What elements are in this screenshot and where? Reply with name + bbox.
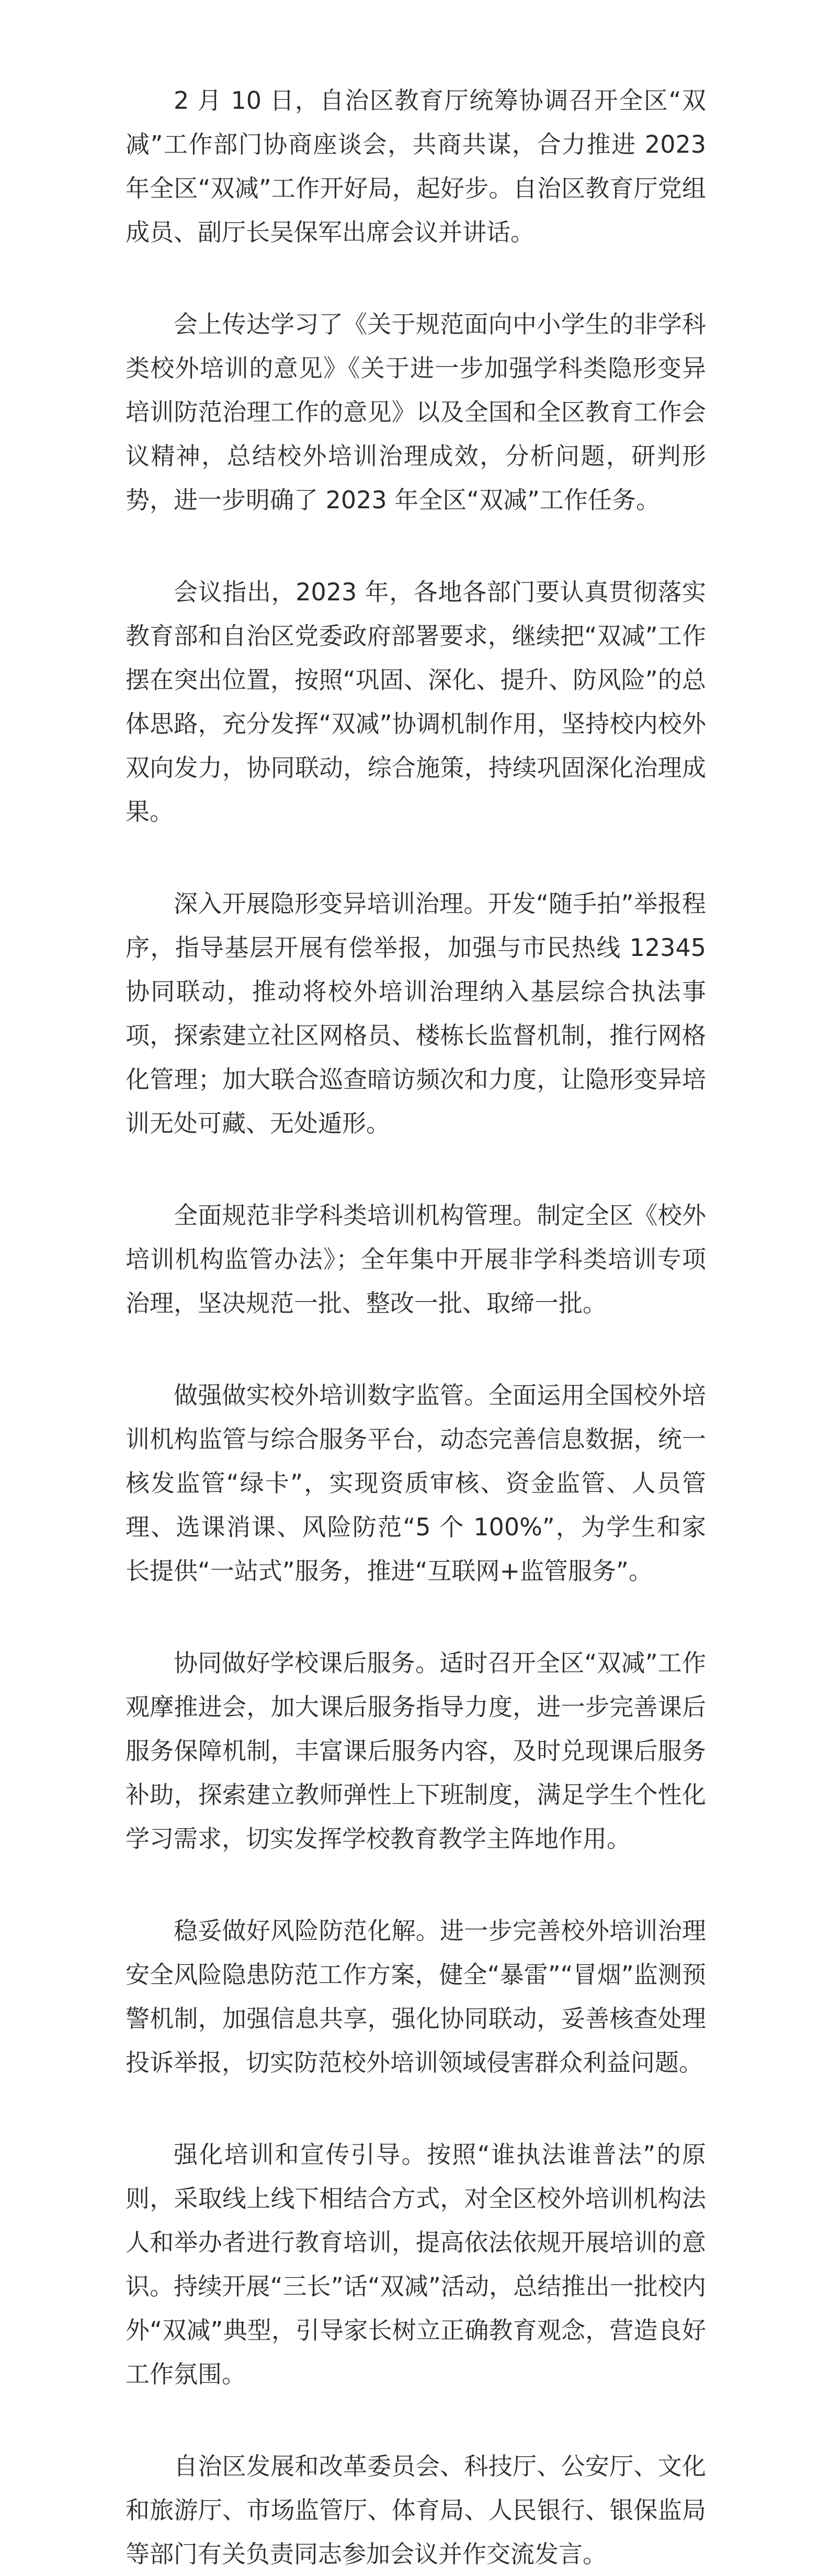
paragraph-non-academic-regulation: 全面规范非学科类培训机构管理。制定全区《校外培训机构监管办法》；全年集中开展非学科类培训专项治理，坚决规范一批、整改一批、取缔一批。 bbox=[126, 1201, 706, 1317]
paragraph-risk-prevention: 稳妥做好风险防范化解。进一步完善校外培训治理安全风险隐患防范工作方案，健全“暴雷”“冒烟”监测预警机制，加强信息共享，强化协同联动，妥善核查处理投诉举报，切实防范校外培训领域侵害群众利益问题。 bbox=[126, 1917, 706, 2077]
paragraph-documents-studied: 会上传达学习了《关于规范面向中小学生的非学科类校外培训的意见》《关于进一步加强学科类隐形变异培训防范治理工作的意见》以及全国和全区教育工作会议精神，总结校外培训治理成效，分析问题，研判形势，进一步明确了 2023 年全区“双减”工作任务。 bbox=[126, 310, 706, 514]
paragraph-meeting-intro: 2 月 10 日，自治区教育厅统筹协调召开全区“双减”工作部门协商座谈会，共商共谋，合力推进 2023 年全区“双减”工作开好局，起好步。自治区教育厅党组成员、副厅长吴保军出席会议并讲话。 bbox=[126, 86, 706, 246]
paragraph-after-school-services: 协同做好学校课后服务。适时召开全区“双减”工作观摩推进会，加大课后服务指导力度，进一步完善课后服务保障机制，丰富课后服务内容，及时兑现课后服务补助，探索建立教师弹性上下班制度，满足学生个性化学习需求，切实发挥学校教育教学主阵地作用。 bbox=[126, 1649, 706, 1853]
paragraph-training-publicity: 强化培训和宣传引导。按照“谁执法谁普法”的原则，采取线上线下相结合方式，对全区校外培训机构法人和举办者进行教育培训，提高依法依规开展培训的意识。持续开展“三长”话“双减”活动，总结推出一批校内外“双减”典型，引导家长树立正确教育观念，营造良好工作氛围。 bbox=[126, 2140, 706, 2388]
article-body bbox=[126, 78, 706, 2576]
paragraph-hidden-training-governance: 深入开展隐形变异培训治理。开发“随手拍”举报程序，指导基层开展有偿举报，加强与市民热线 12345 协同联动，推动将校外培训治理纳入基层综合执法事项，探索建立社区网格员、楼栋长监督机制，推行网格化管理；加大联合巡查暗访频次和力度，让隐形变异培训无处可藏、无处遁形。 bbox=[126, 890, 706, 1137]
paragraph-meeting-requirements: 会议指出，2023 年，各地各部门要认真贯彻落实教育部和自治区党委政府部署要求，继续把“双减”工作摆在突出位置，按照“巩固、深化、提升、防风险”的总体思路，充分发挥“双减”协调机制作用，坚持校内校外双向发力，协同联动，综合施策，持续巩固深化治理成果。 bbox=[126, 578, 706, 826]
paragraph-digital-supervision: 做强做实校外培训数字监管。全面运用全国校外培训机构监管与综合服务平台，动态完善信息数据，统一核发监管“绿卡”，实现资质审核、资金监管、人员管理、选课消课、风险防范“5 个 100%”，为学生和家长提供“一站式”服务，推进“互联网+监管服务”。 bbox=[126, 1381, 706, 1585]
paragraph-attending-departments: 自治区发展和改革委员会、科技厅、公安厅、文化和旅游厅、市场监管厅、体育局、人民银行、银保监局等部门有关负责同志参加会议并作交流发言。 bbox=[126, 2452, 706, 2568]
